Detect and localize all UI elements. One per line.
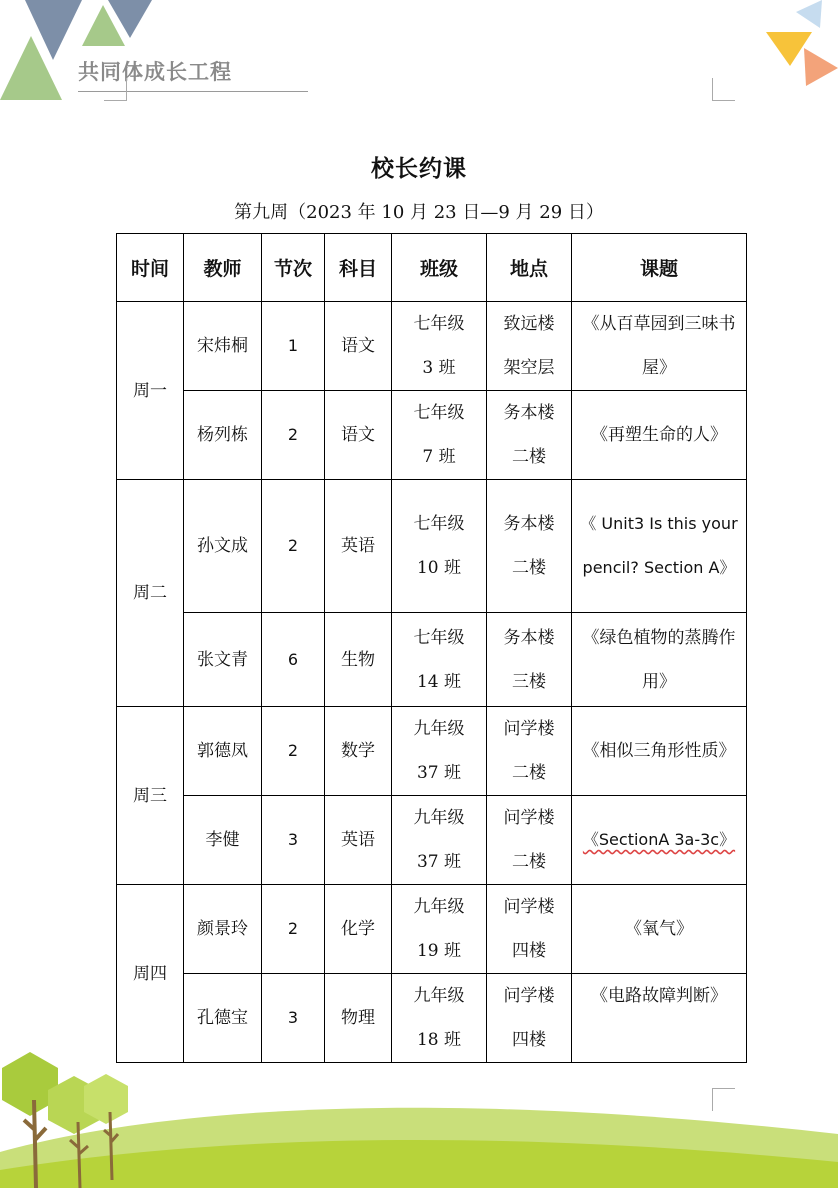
topic-cell: 《从百草园到三味书屋》: [572, 302, 747, 391]
class-cell: [392, 707, 487, 796]
day-cell-wednesday: 周三: [117, 707, 184, 885]
teacher-cell: 孔德宝: [184, 974, 262, 1063]
triangle-orange: [804, 48, 838, 86]
period-cell: 3: [262, 974, 325, 1063]
location-cell: [487, 613, 572, 707]
teacher-cell: 宋炜桐: [184, 302, 262, 391]
teacher-cell: 孙文成: [184, 480, 262, 613]
topic-cell: 《 Unit3 Is this your pencil? Section A》: [572, 480, 747, 613]
class-cell: [392, 796, 487, 885]
class-grade: 七年级: [413, 627, 465, 648]
header-topic: 课题: [572, 234, 747, 302]
class-cell: [392, 391, 487, 480]
location-cell: [487, 302, 572, 391]
class-number: 19 班: [416, 941, 462, 961]
location-floor: 三楼: [512, 671, 546, 692]
topic-cell: 《再塑生命的人》: [572, 391, 747, 480]
location-floor: 四楼: [512, 1030, 546, 1050]
subject-cell: 生物: [325, 613, 392, 707]
day-cell-monday: 周一: [117, 302, 184, 480]
table-row: [117, 707, 747, 796]
location-building: 务本楼: [503, 627, 555, 648]
class-grade: 七年级: [413, 403, 465, 423]
teacher-cell: 颜景玲: [184, 885, 262, 974]
class-number: 14 班: [416, 671, 462, 692]
location-building: 致远楼: [503, 314, 555, 334]
teacher-cell: 张文青: [184, 613, 262, 707]
location-floor: 架空层: [503, 358, 555, 378]
class-grade: 九年级: [413, 719, 465, 739]
class-number: 37 班: [416, 852, 462, 872]
period-cell: 2: [262, 707, 325, 796]
topic-cell: 《电路故障判断》: [572, 974, 747, 1063]
class-number: 7 班: [422, 447, 456, 467]
crop-mark-top-left: [104, 78, 127, 101]
location-cell: [487, 480, 572, 613]
location-floor: 四楼: [512, 941, 546, 961]
teacher-cell: 杨列栋: [184, 391, 262, 480]
table-row: [117, 391, 747, 480]
table-row: [117, 480, 747, 613]
top-left-triangles-decoration: [0, 0, 170, 105]
class-grade: 九年级: [413, 808, 465, 828]
location-floor: 二楼: [512, 852, 546, 872]
table-header-row: [117, 234, 747, 302]
subject-cell: 语文: [325, 391, 392, 480]
location-floor: 二楼: [512, 558, 546, 578]
header-period: 节次: [262, 234, 325, 302]
header-time: 时间: [117, 234, 184, 302]
subject-cell: 英语: [325, 480, 392, 613]
triangle-lightblue: [796, 0, 822, 28]
header-subject: 科目: [325, 234, 392, 302]
document-subtitle: 第九周（2023 年 10 月 23 日—9 月 29 日）: [234, 202, 604, 223]
schedule-table: [116, 233, 747, 1063]
subject-cell: 化学: [325, 885, 392, 974]
day-cell-tuesday: 周二: [117, 480, 184, 707]
location-building: 务本楼: [503, 403, 555, 423]
table-row: [117, 796, 747, 885]
location-building: 务本楼: [503, 514, 555, 534]
header-location: 地点: [487, 234, 572, 302]
location-cell: [487, 707, 572, 796]
teacher-cell: 李健: [184, 796, 262, 885]
top-right-triangles-decoration: [760, 0, 838, 90]
table-row: [117, 302, 747, 391]
location-cell: [487, 391, 572, 480]
class-number: 3 班: [422, 358, 456, 378]
header-teacher: 教师: [184, 234, 262, 302]
class-grade: 七年级: [413, 314, 465, 334]
class-cell: [392, 885, 487, 974]
period-cell: 2: [262, 480, 325, 613]
subject-cell: 数学: [325, 707, 392, 796]
class-grade: 九年级: [413, 986, 465, 1006]
topic-cell: [572, 796, 747, 885]
class-number: 10 班: [416, 558, 462, 578]
class-number: 18 班: [416, 1030, 462, 1050]
header-class: 班级: [392, 234, 487, 302]
location-building: 问学楼: [503, 986, 555, 1006]
class-grade: 九年级: [413, 897, 465, 917]
day-cell-thursday: 周四: [117, 885, 184, 1063]
header-brand-title: 共同体成长工程: [78, 60, 232, 84]
subject-cell: 物理: [325, 974, 392, 1063]
topic-cell: 《氧气》: [572, 885, 747, 974]
document-title: 校长约课: [371, 155, 467, 182]
subject-cell: 英语: [325, 796, 392, 885]
table-row: [117, 885, 747, 974]
subject-cell: 语文: [325, 302, 392, 391]
class-grade: 七年级: [413, 514, 465, 534]
location-building: 问学楼: [503, 897, 555, 917]
teacher-cell: 郭德凤: [184, 707, 262, 796]
period-cell: 6: [262, 613, 325, 707]
topic-cell: 《相似三角形性质》: [572, 707, 747, 796]
class-cell: [392, 613, 487, 707]
table-row: [117, 613, 747, 707]
topic-text: 《SectionA 3a-3c》: [582, 830, 736, 849]
location-cell: [487, 796, 572, 885]
topic-cell: 《绿色植物的蒸腾作用》: [572, 613, 747, 707]
class-number: 37 班: [416, 763, 462, 783]
location-floor: 二楼: [512, 447, 546, 467]
period-cell: 2: [262, 885, 325, 974]
location-building: 问学楼: [503, 808, 555, 828]
crop-mark-top-right: [712, 78, 735, 101]
period-cell: 3: [262, 796, 325, 885]
location-building: 问学楼: [503, 719, 555, 739]
bottom-landscape-decoration: [0, 1030, 838, 1188]
location-floor: 二楼: [512, 763, 546, 783]
class-cell: [392, 302, 487, 391]
location-cell: [487, 885, 572, 974]
class-cell: [392, 480, 487, 613]
period-cell: 2: [262, 391, 325, 480]
period-cell: 1: [262, 302, 325, 391]
